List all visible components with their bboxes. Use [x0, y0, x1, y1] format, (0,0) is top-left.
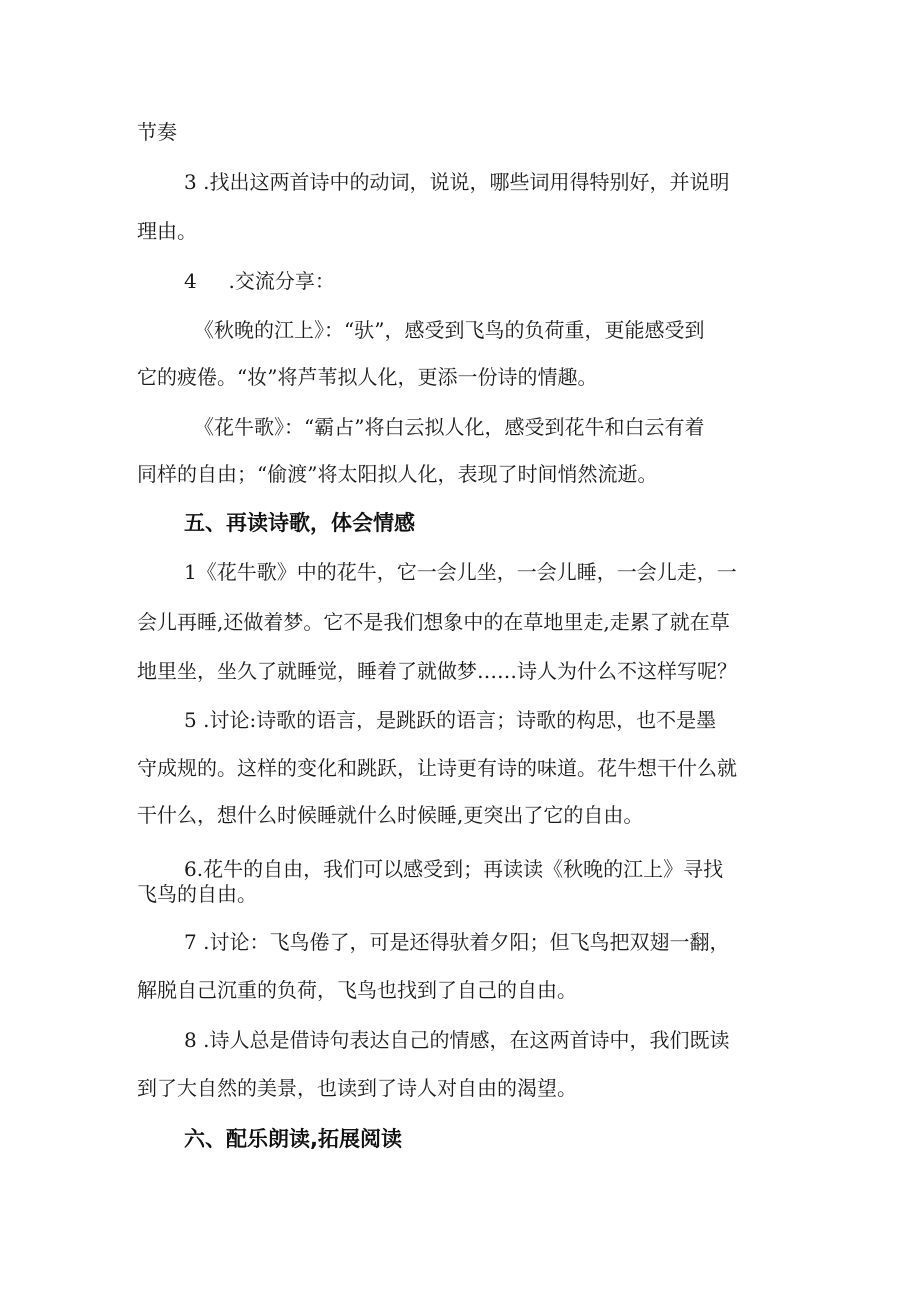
paragraph-line: 7 .讨论：飞鸟倦了，可是还得驮着夕阳；但飞鸟把双翅一翻， — [184, 930, 730, 954]
section-heading-5: 五、再读诗歌，体会情感 — [184, 511, 415, 535]
paragraph-line: 会儿再睡,还做着梦。它不是我们想象中的在草地里走,走累了就在草 — [137, 610, 730, 634]
paragraph-line: 《秋晚的江上》：“驮”，感受到飞鸟的负荷重，更能感受到 — [194, 318, 705, 342]
paragraph-line: 守成规的。这样的变化和跳跃，让诗更有诗的味道。花牛想干什么就 — [137, 756, 737, 780]
paragraph-line: 它的疲倦。“妆”将芦苇拟人化，更添一份诗的情趣。 — [137, 365, 598, 389]
paragraph-line: 到了大自然的美景，也读到了诗人对自由的渴望。 — [137, 1076, 577, 1100]
section-heading-6: 六、配乐朗读,拓展阅读 — [184, 1127, 402, 1151]
paragraph-line: 8 .诗人总是借诗句表达自己的情感，在这两首诗中，我们既读 — [184, 1028, 730, 1052]
paragraph-line: 4 .交流分享： — [184, 269, 335, 293]
paragraph-line: 地里坐，坐久了就睡觉，睡着了就做梦……诗人为什么不这样写呢？ — [137, 659, 737, 683]
paragraph-line: 飞鸟的自由。 — [137, 882, 257, 906]
paragraph-line: 理由。 — [137, 219, 197, 243]
paragraph-line: 3 .找出这两首诗中的动词，说说，哪些词用得特别好，并说明 — [184, 170, 730, 194]
paragraph-line: 5 .讨论:诗歌的语言，是跳跃的语言；诗歌的构思，也不是墨 — [184, 708, 717, 732]
paragraph-line: 6.花牛的自由，我们可以感受到；再读读《秋晚的江上》寻找 — [184, 857, 724, 881]
paragraph-line: 节奏 — [137, 120, 177, 144]
paragraph-line: 1《花牛歌》中的花牛，它一会儿坐，一会儿睡，一会儿走，一 — [184, 560, 737, 584]
paragraph-line: 《花牛歌》：“霸占”将白云拟人化，感受到花牛和白云有着 — [194, 415, 705, 439]
paragraph-line: 解脱自己沉重的负荷，飞鸟也找到了自己的自由。 — [137, 978, 577, 1002]
paragraph-line: 干什么，想什么时候睡就什么时候睡,更突出了它的自由。 — [137, 803, 644, 827]
paragraph-line: 同样的自由；“偷渡”将太阳拟人化，表现了时间悄然流逝。 — [137, 462, 658, 486]
